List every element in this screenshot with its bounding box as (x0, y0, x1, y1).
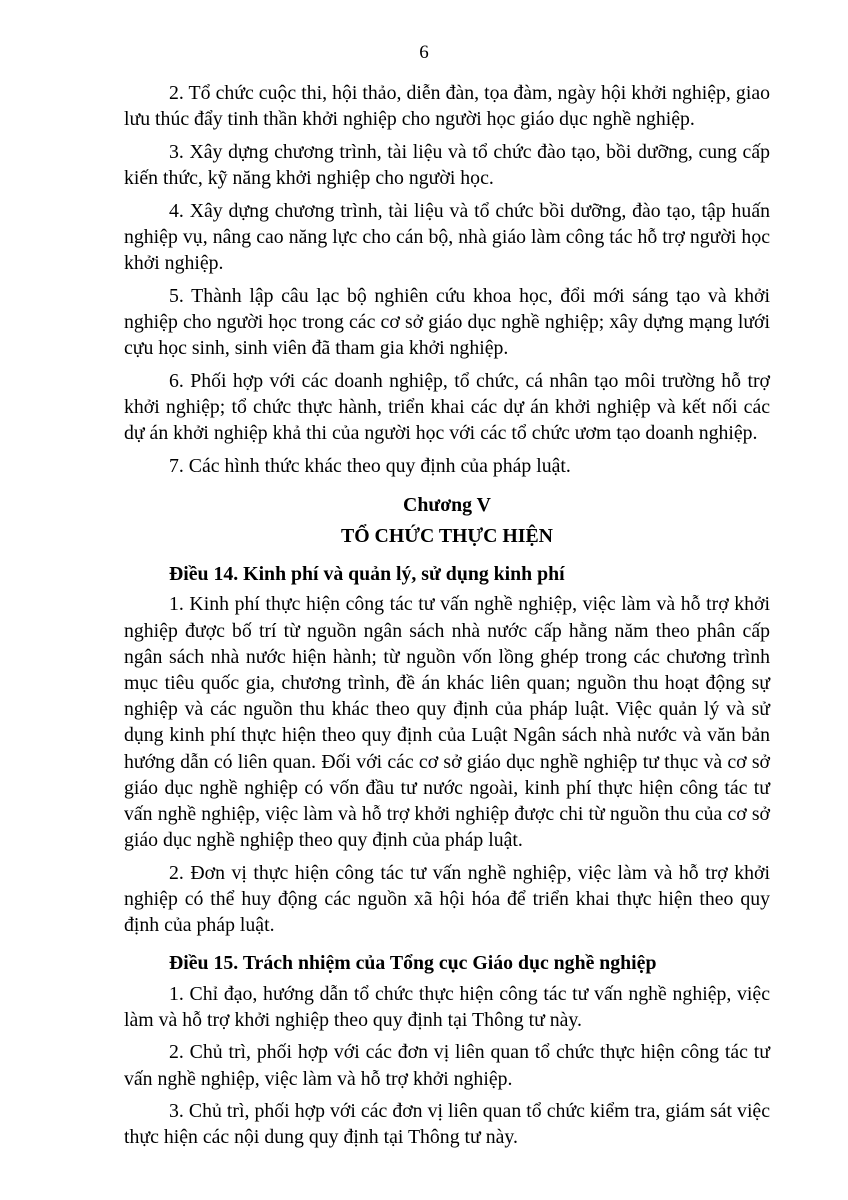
paragraph-item-5: 5. Thành lập câu lạc bộ nghiên cứu khoa học, đổi mới sáng tạo và khởi nghiệp cho người học trong các cơ sở giáo dục nghề nghiệp; xây dựng mạng lưới cựu học sinh, sinh viên đã tham gia khởi nghiệp. (124, 284, 770, 359)
article-14-paragraph-2: 2. Đơn vị thực hiện công tác tư vấn nghề nghiệp, việc làm và hỗ trợ khởi nghiệp có thể huy động các nguồn xã hội hóa để triển khai thực hiện theo quy định của pháp luật. (124, 861, 770, 937)
paragraph-item-2: 2. Tổ chức cuộc thi, hội thảo, diễn đàn, tọa đàm, ngày hội khởi nghiệp, giao lưu thúc đẩy tinh thần khởi nghiệp cho người học giáo dục nghề nghiệp. (124, 82, 770, 131)
chapter-title: TỔ CHỨC THỰC HIỆN (341, 525, 553, 547)
paragraph-item-7: 7. Các hình thức khác theo quy định của pháp luật. (169, 454, 571, 477)
article-14-paragraph-1: 1. Kinh phí thực hiện công tác tư vấn nghề nghiệp, việc làm và hỗ trợ khởi nghiệp được bố trí từ nguồn ngân sách nhà nước cấp hằng năm theo phân cấp ngân sách nhà nước hiện hành; từ nguồn vốn lồng ghép trong các chương trình mục tiêu quốc gia, chương trình, đề án khác liên quan; nguồn thu hoạt động sự nghiệp và các nguồn thu khác theo quy định của pháp luật. Việc quản lý và sử dụng kinh phí thực hiện theo quy định của Luật Ngân sách nhà nước và văn bản hướng dẫn có liên quan. Đối với các cơ sở giáo dục nghề nghiệp tư thục và cơ sở giáo dục nghề nghiệp có vốn đầu tư nước ngoài, kinh phí thực hiện công tác tư vấn nghề nghiệp, việc làm và hỗ trợ khởi nghiệp được chi từ nguồn thu của cơ sở giáo dục nghề nghiệp theo quy định của pháp luật. (124, 593, 770, 852)
article-15-paragraph-1: 1. Chỉ đạo, hướng dẫn tổ chức thực hiện công tác tư vấn nghề nghiệp, việc làm và hỗ trợ khởi nghiệp theo quy định tại Thông tư này. (124, 982, 770, 1031)
paragraph-item-4: 4. Xây dựng chương trình, tài liệu và tổ chức bồi dưỡng, đào tạo, tập huấn nghiệp vụ, nâng cao năng lực cho cán bộ, nhà giáo làm công tác hỗ trợ người học khởi nghiệp. (124, 199, 770, 274)
article-15-heading: Điều 15. Trách nhiệm của Tổng cục Giáo dục nghề nghiệp (169, 952, 657, 975)
article-15-paragraph-3: 3. Chủ trì, phối hợp với các đơn vị liên quan tổ chức kiểm tra, giám sát việc thực hiện các nội dung quy định tại Thông tư này. (124, 1100, 770, 1149)
article-15-paragraph-2: 2. Chủ trì, phối hợp với các đơn vị liên quan tổ chức thực hiện công tác tư vấn nghề nghiệp, việc làm và hỗ trợ khởi nghiệp. (124, 1041, 770, 1090)
paragraph-item-3: 3. Xây dựng chương trình, tài liệu và tổ chức đào tạo, bồi dưỡng, cung cấp kiến thức, kỹ năng khởi nghiệp cho người học. (124, 140, 770, 189)
paragraph-item-6: 6. Phối hợp với các doanh nghiệp, tổ chức, cá nhân tạo môi trường hỗ trợ khởi nghiệp; tổ chức thực hành, triển khai các dự án khởi nghiệp và kết nối các dự án khởi nghiệp khả thi của người học với các tổ chức ươm tạo doanh nghiệp. (124, 369, 770, 444)
article-14-heading: Điều 14. Kinh phí và quản lý, sử dụng kinh phí (169, 563, 565, 586)
chapter-label: Chương V (403, 493, 491, 516)
page-number: 6 (419, 42, 429, 63)
document-body (124, 80, 770, 1157)
